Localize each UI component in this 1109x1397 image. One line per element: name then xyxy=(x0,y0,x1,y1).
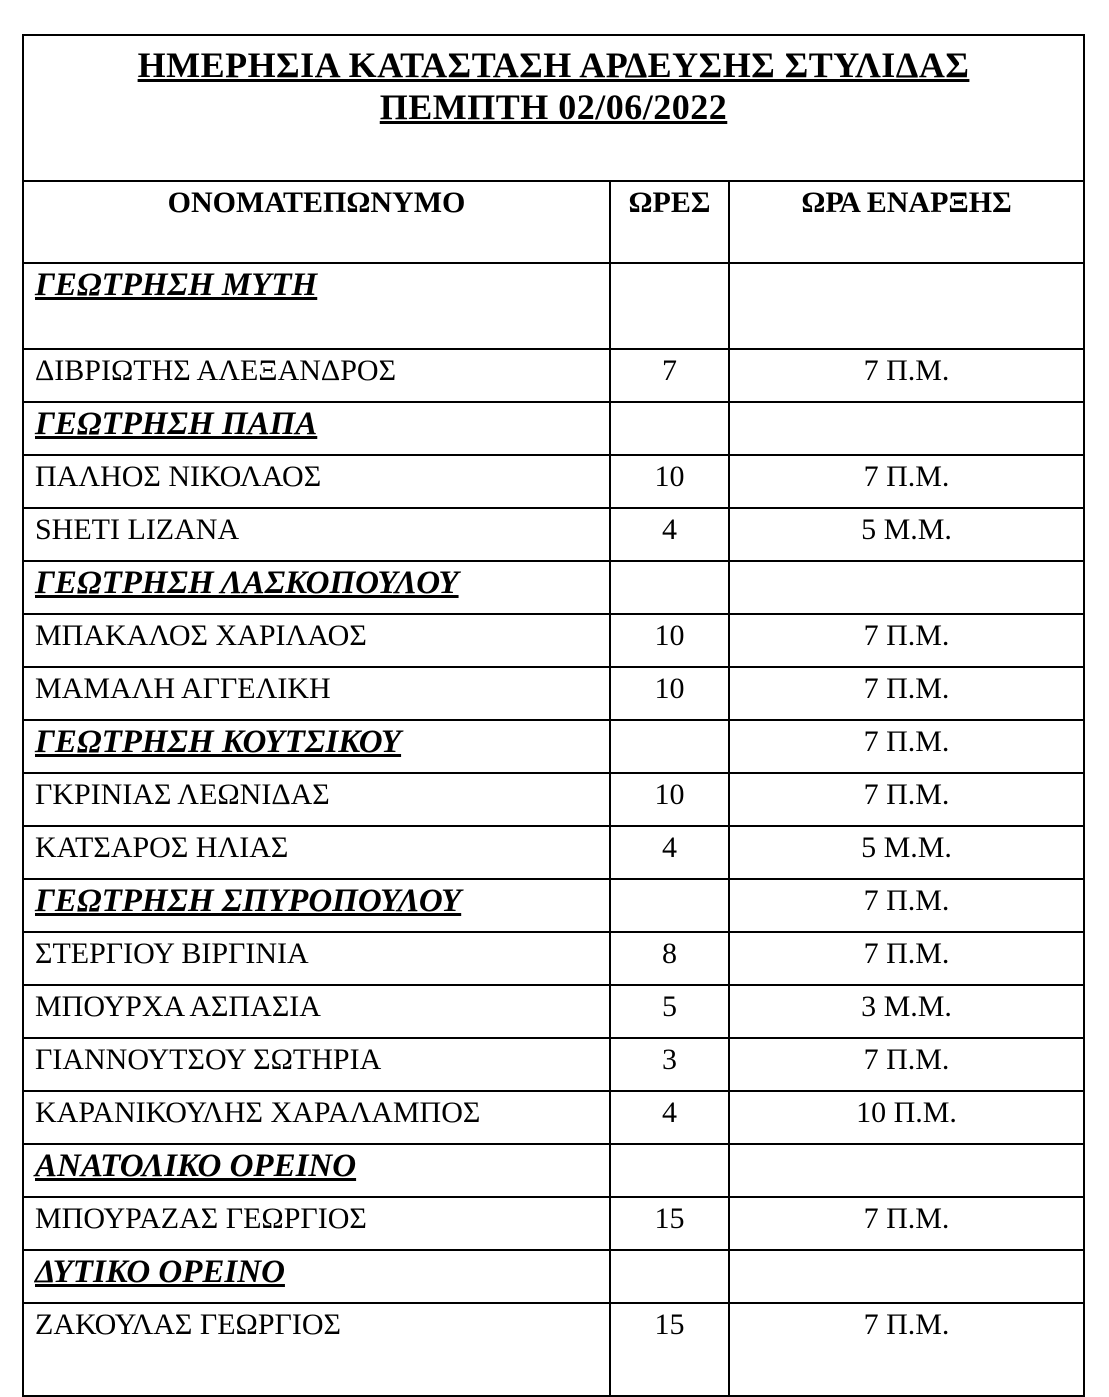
cell-hours xyxy=(610,263,729,349)
header-row xyxy=(23,181,1084,263)
cell-name: SHETI LIZANA xyxy=(23,508,610,561)
title-row xyxy=(23,35,1084,181)
cell-start: 3 Μ.Μ. xyxy=(729,985,1084,1038)
table-row xyxy=(23,667,1084,720)
cell-hours xyxy=(610,720,729,773)
cell-name: ΠΑΛΗΟΣ ΝΙΚΟΛΑΟΣ xyxy=(23,455,610,508)
section-title: ΓΕΩΤΡΗΣΗ ΚΟΥΤΣΙΚΟΥ xyxy=(23,720,610,773)
section-row xyxy=(23,1250,1084,1303)
section-row xyxy=(23,1144,1084,1197)
table-row xyxy=(23,773,1084,826)
table-row xyxy=(23,349,1084,402)
table-row xyxy=(23,455,1084,508)
title-cell xyxy=(23,35,1084,181)
cell-hours: 10 xyxy=(610,667,729,720)
section-title: ΓΕΩΤΡΗΣΗ ΛΑΣΚΟΠΟΥΛΟΥ xyxy=(23,561,610,614)
section-title: ΓΕΩΤΡΗΣΗ ΠΑΠΑ xyxy=(23,402,610,455)
table-row xyxy=(23,1038,1084,1091)
header-name: ΟΝΟΜΑΤΕΠΩΝΥΜΟ xyxy=(23,181,610,263)
cell-hours: 15 xyxy=(610,1303,729,1396)
cell-start xyxy=(729,1144,1084,1197)
cell-start: 7 Π.Μ. xyxy=(729,455,1084,508)
cell-name: ΜΠΟΥΡΑΖΑΣ ΓΕΩΡΓΙΟΣ xyxy=(23,1197,610,1250)
cell-hours xyxy=(610,879,729,932)
irrigation-table xyxy=(22,34,1085,1397)
document-title: ΗΜΕΡΗΣΙΑ ΚΑΤΑΣΤΑΣΗ ΑΡΔΕΥΣΗΣ ΣΤΥΛΙΔΑΣ xyxy=(137,45,970,85)
cell-name: ΓΚΡΙΝΙΑΣ ΛΕΩΝΙΔΑΣ xyxy=(23,773,610,826)
cell-hours xyxy=(610,1250,729,1303)
cell-name: ΚΑΡΑΝΙΚΟΥΛΗΣ ΧΑΡΑΛΑΜΠΟΣ xyxy=(23,1091,610,1144)
section-row xyxy=(23,561,1084,614)
table-row xyxy=(23,985,1084,1038)
cell-start xyxy=(729,561,1084,614)
table-row xyxy=(23,508,1084,561)
document-sheet xyxy=(22,34,1083,1397)
cell-start: 7 Π.Μ. xyxy=(729,1197,1084,1250)
section-title: ΓΕΩΤΡΗΣΗ ΜΥΤΗ xyxy=(23,263,610,349)
section-title: ΑΝΑΤΟΛΙΚΟ ΟΡΕΙΝΟ xyxy=(23,1144,610,1197)
cell-name: ΜΠΟΥΡΧΑ ΑΣΠΑΣΙΑ xyxy=(23,985,610,1038)
cell-hours: 7 xyxy=(610,349,729,402)
cell-name: ΣΤΕΡΓΙΟΥ ΒΙΡΓΙΝΙΑ xyxy=(23,932,610,985)
cell-hours: 8 xyxy=(610,932,729,985)
cell-start: 7 Π.Μ. xyxy=(729,614,1084,667)
cell-start: 7 Π.Μ. xyxy=(729,667,1084,720)
cell-start: 7 Π.Μ. xyxy=(729,1038,1084,1091)
cell-hours: 5 xyxy=(610,985,729,1038)
cell-name: ΜΠΑΚΑΛΟΣ ΧΑΡΙΛΑΟΣ xyxy=(23,614,610,667)
cell-start: 7 Π.Μ. xyxy=(729,932,1084,985)
cell-name: ΖΑΚΟΥΛΑΣ ΓΕΩΡΓΙΟΣ xyxy=(23,1303,610,1396)
cell-start: 10 Π.Μ. xyxy=(729,1091,1084,1144)
cell-hours xyxy=(610,1144,729,1197)
cell-hours: 4 xyxy=(610,1091,729,1144)
cell-start: 7 Π.Μ. xyxy=(729,773,1084,826)
cell-hours xyxy=(610,402,729,455)
section-row xyxy=(23,720,1084,773)
cell-hours: 15 xyxy=(610,1197,729,1250)
table-row xyxy=(23,1091,1084,1144)
section-row xyxy=(23,402,1084,455)
cell-hours: 10 xyxy=(610,455,729,508)
cell-start xyxy=(729,1250,1084,1303)
cell-hours: 10 xyxy=(610,773,729,826)
cell-hours: 4 xyxy=(610,826,729,879)
section-row xyxy=(23,263,1084,349)
table-row xyxy=(23,614,1084,667)
cell-start: 7 Π.Μ. xyxy=(729,1303,1084,1396)
table-row xyxy=(23,1303,1084,1396)
section-title: ΔΥΤΙΚΟ ΟΡΕΙΝΟ xyxy=(23,1250,610,1303)
cell-start: 5 Μ.Μ. xyxy=(729,826,1084,879)
table-row xyxy=(23,826,1084,879)
cell-start xyxy=(729,402,1084,455)
cell-start: 7 Π.Μ. xyxy=(729,720,1084,773)
section-title: ΓΕΩΤΡΗΣΗ ΣΠΥΡΟΠΟΥΛΟΥ xyxy=(23,879,610,932)
header-start: ΩΡΑ ΕΝΑΡΞΗΣ xyxy=(729,181,1084,263)
table-row xyxy=(23,1197,1084,1250)
cell-start: 5 Μ.Μ. xyxy=(729,508,1084,561)
document-date: ΠΕΜΠΤΗ 02/06/2022 xyxy=(379,87,728,127)
cell-start xyxy=(729,263,1084,349)
cell-hours: 4 xyxy=(610,508,729,561)
table-row xyxy=(23,932,1084,985)
cell-hours: 3 xyxy=(610,1038,729,1091)
cell-name: ΚΑΤΣΑΡΟΣ ΗΛΙΑΣ xyxy=(23,826,610,879)
cell-start: 7 Π.Μ. xyxy=(729,349,1084,402)
cell-hours: 10 xyxy=(610,614,729,667)
header-hours: ΩΡΕΣ xyxy=(610,181,729,263)
cell-name: ΜΑΜΑΛΗ ΑΓΓΕΛΙΚΗ xyxy=(23,667,610,720)
cell-start: 7 Π.Μ. xyxy=(729,879,1084,932)
cell-name: ΔΙΒΡΙΩΤΗΣ ΑΛΕΞΑΝΔΡΟΣ xyxy=(23,349,610,402)
cell-name: ΓΙΑΝΝΟΥΤΣΟΥ ΣΩΤΗΡΙΑ xyxy=(23,1038,610,1091)
cell-hours xyxy=(610,561,729,614)
section-row xyxy=(23,879,1084,932)
